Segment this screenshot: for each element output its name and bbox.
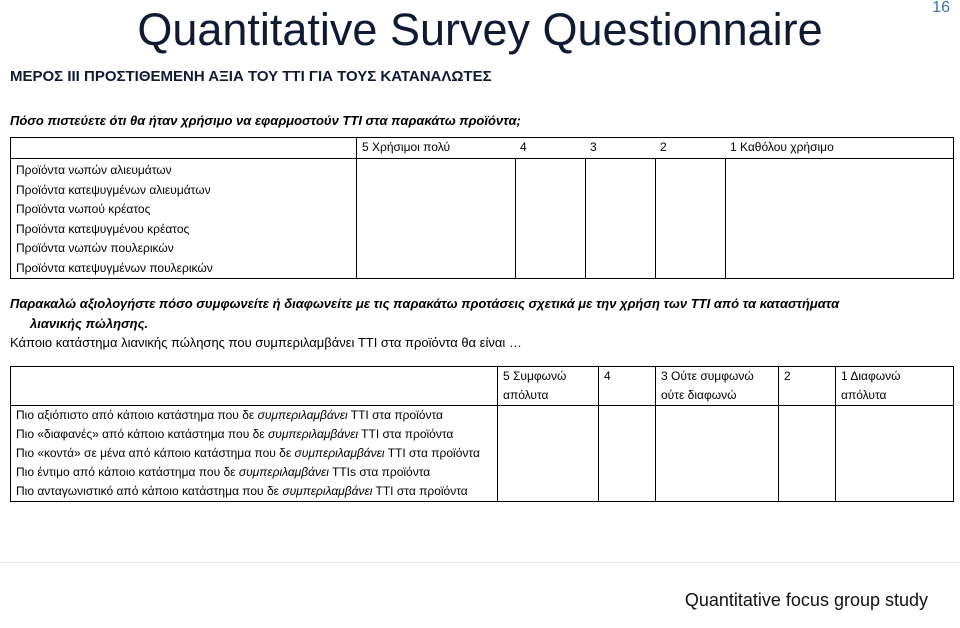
agree-cell-3[interactable]: [656, 406, 779, 502]
statement-item: Πιο «κοντά» σε μένα από κάποιο κατάστημα που δε συμπεριλαμβάνει ΤΤΙ στα προϊόντα: [16, 446, 480, 460]
footer-caption: Quantitative focus group study: [684, 590, 928, 610]
statement-list: [11, 406, 498, 502]
agree-cell-5[interactable]: [498, 406, 599, 502]
question-stem: Κάποιο κατάστημα λιανικής πώλησης που συμπεριλαμβάνει ΤΤΙ στα προϊόντα θα είναι …: [10, 335, 522, 350]
rating-cell-5[interactable]: [357, 159, 516, 279]
rating-cell-3[interactable]: [585, 159, 655, 279]
product-item: Προϊόντα κατεψυγμένου κρέατος: [16, 221, 190, 236]
instructions-line-1: Παρακαλώ αξιολογήστε πόσο συμφωνείτε ή διαφωνείτε με τις παρακάτω προτάσεις σχετικά με την χρήση των ΤΤΙ από τα καταστήματα: [10, 296, 840, 311]
agree-scale-5-header: 5 Συμφωνώ απόλυτα: [498, 367, 599, 406]
scale-4-header: 4: [515, 138, 585, 159]
agree-cell-4[interactable]: [599, 406, 656, 502]
table2-corner-cell: [11, 367, 498, 406]
agreement-rating-table: [10, 366, 954, 502]
rating-instructions: [10, 294, 955, 334]
page-number: 16: [932, 0, 950, 16]
agree-cell-2[interactable]: [779, 406, 836, 502]
product-item: Προϊόντα νωπών πουλερικών: [16, 241, 174, 255]
agree-cell-1[interactable]: [836, 406, 954, 502]
agree-scale-4-header: 4: [599, 367, 656, 406]
product-item: Προϊόντα νωπού κρέατος: [16, 202, 151, 216]
scale-2-header: 2: [655, 138, 725, 159]
product-item: Προϊόντα κατεψυγμένων πουλερικών: [16, 260, 213, 275]
agree-scale-3-header: 3 Ούτε συμφωνώ ούτε διαφωνώ: [656, 367, 779, 406]
product-list: [11, 159, 357, 279]
statement-item: Πιο «διαφανές» από κάποιο κατάστημα που δε συμπεριλαμβάνει ΤΤΙ στα προϊόντα: [16, 427, 454, 441]
agree-scale-1-header: 1 Διαφωνώ απόλυτα: [836, 367, 954, 406]
scale-1-header: 1 Καθόλου χρήσιμο: [725, 138, 954, 159]
agree-scale-2-header: 2: [779, 367, 836, 406]
scale-5-header: 5 Χρήσιμοι πολύ: [357, 138, 516, 159]
section-title: ΜΕΡΟΣ III ΠΡΟΣΤΙΘΕΜΕΝΗ ΑΞΙΑ ΤΟΥ ΤΤΙ ΓΙΑ ΤΟΥΣ ΚΑΤΑΝΑΛΩΤΕΣ: [10, 68, 492, 85]
product-item: Προϊόντα κατεψυγμένων αλιευμάτων: [16, 182, 211, 197]
scale-3-header: 3: [585, 138, 655, 159]
table1-corner-cell: [11, 138, 357, 159]
statement-item: Πιο ανταγωνιστικό από κάποιο κατάστημα που δε συμπεριλαμβάνει ΤΤΙ στα προϊόντα: [16, 484, 468, 498]
product-item: Προϊόντα νωπών αλιευμάτων: [16, 163, 172, 177]
instructions-line-2: λιανικής πώλησης.: [30, 316, 149, 331]
statement-item: Πιο έντιμο από κάποιο κατάστημα που δε συμπεριλαμβάνει ΤΤΙs στα προϊόντα: [16, 465, 431, 479]
question-usefulness: Πόσο πιστεύετε ότι θα ήταν χρήσιμο να εφαρμοστούν ΤΤΙ στα παρακάτω προϊόντα;: [10, 113, 521, 128]
statement-item: Πιο αξιόπιστο από κάποιο κατάστημα που δε συμπεριλαμβάνει ΤΤΙ στα προϊόντα: [16, 408, 443, 422]
rating-cell-2[interactable]: [655, 159, 725, 279]
usefulness-rating-table: [10, 137, 954, 279]
page-title: Quantitative Survey Questionnaire: [137, 4, 823, 55]
rating-cell-4[interactable]: [515, 159, 585, 279]
rating-cell-1[interactable]: [725, 159, 954, 279]
